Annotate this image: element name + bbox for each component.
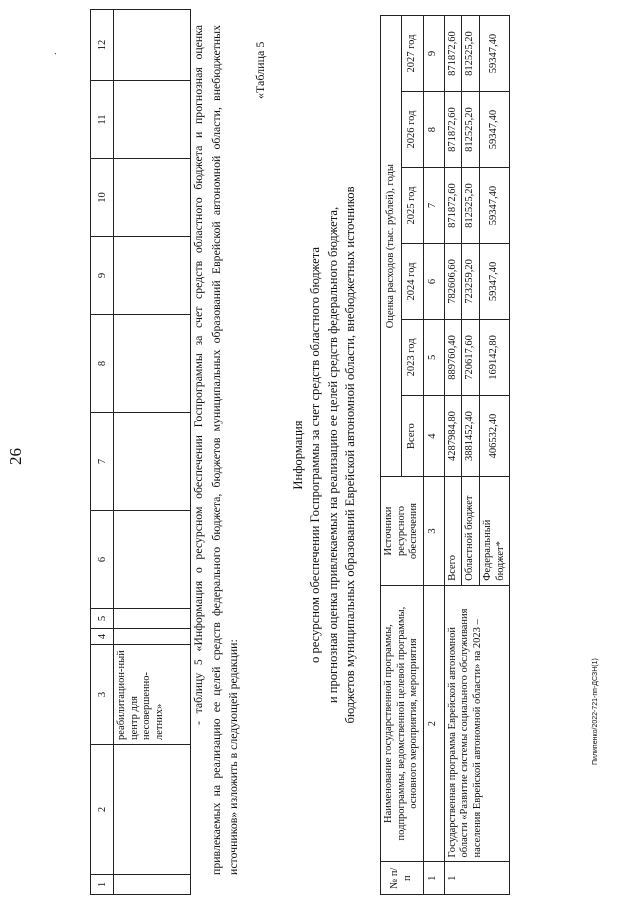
source-header: Источники ресурсного обеспечения [381,477,424,586]
page-number: 26 [6,448,25,465]
table-cell [114,629,191,645]
column-index: 4 [423,395,444,476]
source-cell: Всего [444,477,462,586]
table-cell [114,413,191,511]
value-cell: 3881452,40 [462,395,480,476]
table-cell [114,159,191,237]
table-cell [114,745,191,875]
col-header: 1 [91,875,114,895]
value-cell: 169142,80 [479,319,509,395]
name-header: Наименование государственной программы, подпрограммы, ведомственной целевой программы, основного мероприятия, мероприятия [381,585,424,862]
year-header: Всего [402,395,423,476]
year-header: 2025 год [402,168,423,244]
footer-code: Пилипенко/2022-721-пп-ДСЗН(1) [592,658,599,765]
estimate-header: Оценка расходов (тыс. рублей), годы [381,16,402,477]
col-header: 3 [91,645,114,745]
table-cell: реабилитацион-ный центр для несовершенно-летних» [114,645,191,745]
heading-title: Информация [291,420,305,490]
table-row [444,16,462,895]
value-cell: 812525,20 [462,168,480,244]
column-index: 3 [423,477,444,586]
col-header: 2 [91,745,114,875]
year-header: 2027 год [402,16,423,92]
year-header: 2026 год [402,92,423,168]
value-cell: 812525,20 [462,92,480,168]
value-cell: 59347,40 [479,168,509,244]
table-reference: «Таблица 5 [253,41,267,99]
value-cell: 4287984,80 [444,395,462,476]
column-index: 6 [423,243,444,319]
column-index-row [423,16,444,895]
year-header: 2023 год [402,319,423,395]
table-header-row [91,10,114,895]
col-header: 9 [91,237,114,315]
value-cell: 720617,60 [462,319,480,395]
col-header: 6 [91,511,114,609]
value-cell: 406532,40 [479,395,509,476]
column-index: 5 [423,319,444,395]
col-header: 11 [91,81,114,159]
row-number: 1 [444,862,509,895]
col-header: 5 [91,609,114,629]
value-cell: 871872,60 [444,92,462,168]
value-cell: 723259,20 [462,243,480,319]
column-index: 7 [423,168,444,244]
table-row [114,10,191,895]
column-index: 1 [423,862,444,895]
value-cell: 871872,60 [444,16,462,92]
source-cell: Областной бюджет [462,477,480,586]
table-cell [114,511,191,609]
column-index: 9 [423,16,444,92]
table-cell [114,875,191,895]
column-index: 8 [423,92,444,168]
value-cell: 782606,60 [444,243,462,319]
column-index: 2 [423,585,444,862]
heading-line: о ресурсном обеспечении Госпрограммы за счет средств областного бюджета [308,247,323,663]
table-cell [114,315,191,413]
value-cell: 59347,40 [479,16,509,92]
table-cell [114,609,191,629]
value-cell: 871872,60 [444,168,462,244]
stray-mark: . [48,52,59,55]
col-header: 8 [91,315,114,413]
table-header-row [381,16,402,895]
col-header: 7 [91,413,114,511]
amendment-text: - таблицу 5 «Информация о ресурсном обеспечении Госпрограммы за счет средств областного бюджета и прогнозная оценка привлекаемых на реализацию ее целей средств федерального бюджета, бюджетов муниципальных образований Еврейской автономной области, внебюджетных источников» изложить в следующей редакции: [191,25,241,875]
value-cell: 59347,40 [479,243,509,319]
value-cell: 59347,40 [479,92,509,168]
year-header: 2024 год [402,243,423,319]
heading-line: бюджетов муниципальных образований Еврейской автономной области, внебюджетных источников [343,186,358,724]
col-header: 12 [91,10,114,81]
col-header: 4 [91,629,114,645]
col-header: 10 [91,159,114,237]
continued-table [90,9,191,895]
resource-table [380,15,510,895]
table-cell [114,10,191,81]
value-cell: 812525,20 [462,16,480,92]
program-name: Государственная программа Еврейской автономной области «Развитие системы социального обслуживания населения Еврейской автономной области» на 2023 – [444,585,509,862]
table-cell [114,237,191,315]
source-cell: Федеральный бюджет* [479,477,509,586]
heading-line: и прогнозная оценка привлекаемых на реализацию ее целей средств федерального бюджета, [325,206,340,704]
value-cell: 889760,40 [444,319,462,395]
table-cell [114,81,191,159]
table-heading [290,45,360,865]
num-header: № п/п [381,862,424,895]
amendment-paragraph [190,25,243,875]
